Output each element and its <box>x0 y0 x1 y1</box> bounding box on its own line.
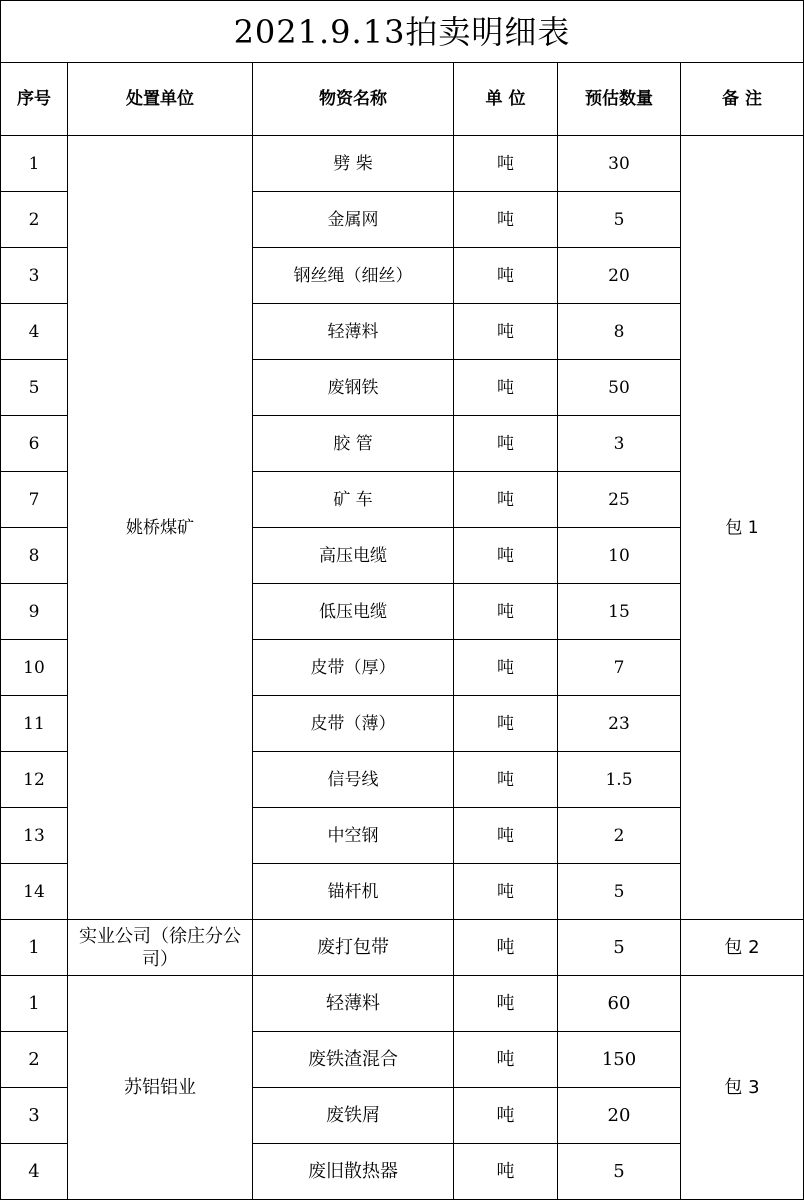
row-unit: 吨 <box>454 136 558 192</box>
row-material: 矿 车 <box>253 472 454 528</box>
row-material: 皮带（薄） <box>253 696 454 752</box>
row-unit: 吨 <box>454 640 558 696</box>
row-org: 姚桥煤矿 <box>68 136 253 920</box>
row-seq: 6 <box>1 416 68 472</box>
header-row <box>1 63 804 136</box>
row-qty: 150 <box>558 1032 681 1088</box>
row-material: 低压电缆 <box>253 584 454 640</box>
row-seq: 3 <box>1 1088 68 1144</box>
row-unit: 吨 <box>454 1088 558 1144</box>
row-unit: 吨 <box>454 920 558 976</box>
row-material: 钢丝绳（细丝） <box>253 248 454 304</box>
table-row <box>1 136 804 192</box>
row-material: 胶 管 <box>253 416 454 472</box>
title-row <box>1 1 804 63</box>
row-seq: 5 <box>1 360 68 416</box>
row-qty: 15 <box>558 584 681 640</box>
row-qty: 2 <box>558 808 681 864</box>
header-seq: 序号 <box>1 63 68 136</box>
row-qty: 30 <box>558 136 681 192</box>
row-material: 信号线 <box>253 752 454 808</box>
row-qty: 23 <box>558 696 681 752</box>
row-seq: 8 <box>1 528 68 584</box>
header-qty: 预估数量 <box>558 63 681 136</box>
row-unit: 吨 <box>454 360 558 416</box>
row-qty: 20 <box>558 1088 681 1144</box>
row-unit: 吨 <box>454 752 558 808</box>
row-material: 高压电缆 <box>253 528 454 584</box>
row-unit: 吨 <box>454 192 558 248</box>
row-material: 金属网 <box>253 192 454 248</box>
row-material: 废钢铁 <box>253 360 454 416</box>
row-seq: 1 <box>1 976 68 1032</box>
row-material: 锚杆机 <box>253 864 454 920</box>
header-unit: 单 位 <box>454 63 558 136</box>
row-unit: 吨 <box>454 864 558 920</box>
row-unit: 吨 <box>454 976 558 1032</box>
row-qty: 5 <box>558 864 681 920</box>
row-material: 废打包带 <box>253 920 454 976</box>
row-seq: 7 <box>1 472 68 528</box>
row-material: 皮带（厚） <box>253 640 454 696</box>
row-seq: 14 <box>1 864 68 920</box>
row-unit: 吨 <box>454 528 558 584</box>
page-title: 2021.9.13拍卖明细表 <box>1 1 804 63</box>
row-material: 中空钢 <box>253 808 454 864</box>
row-seq: 9 <box>1 584 68 640</box>
row-unit: 吨 <box>454 808 558 864</box>
row-material: 废铁屑 <box>253 1088 454 1144</box>
row-material: 废铁渣混合 <box>253 1032 454 1088</box>
header-material: 物资名称 <box>253 63 454 136</box>
row-seq: 11 <box>1 696 68 752</box>
row-seq: 2 <box>1 192 68 248</box>
row-qty: 50 <box>558 360 681 416</box>
header-unit-org: 处置单位 <box>68 63 253 136</box>
row-qty: 25 <box>558 472 681 528</box>
row-unit: 吨 <box>454 472 558 528</box>
row-seq: 3 <box>1 248 68 304</box>
row-seq: 12 <box>1 752 68 808</box>
row-qty: 5 <box>558 192 681 248</box>
row-unit: 吨 <box>454 1032 558 1088</box>
row-unit: 吨 <box>454 584 558 640</box>
row-qty: 3 <box>558 416 681 472</box>
row-unit: 吨 <box>454 416 558 472</box>
row-qty: 60 <box>558 976 681 1032</box>
row-material: 轻薄料 <box>253 976 454 1032</box>
row-unit: 吨 <box>454 696 558 752</box>
row-remark: 包 3 <box>681 976 804 1200</box>
row-qty: 20 <box>558 248 681 304</box>
table-row <box>1 920 804 976</box>
row-material: 劈 柴 <box>253 136 454 192</box>
row-qty: 5 <box>558 1144 681 1200</box>
row-qty: 8 <box>558 304 681 360</box>
row-unit: 吨 <box>454 248 558 304</box>
row-org: 实业公司（徐庄分公司） <box>68 920 253 976</box>
row-qty: 10 <box>558 528 681 584</box>
header-remark: 备 注 <box>681 63 804 136</box>
row-seq: 4 <box>1 304 68 360</box>
row-seq: 4 <box>1 1144 68 1200</box>
row-remark: 包 2 <box>681 920 804 976</box>
row-unit: 吨 <box>454 1144 558 1200</box>
row-org: 苏铝铝业 <box>68 976 253 1200</box>
row-seq: 2 <box>1 1032 68 1088</box>
row-remark: 包 1 <box>681 136 804 920</box>
table-row <box>1 976 804 1032</box>
row-qty: 7 <box>558 640 681 696</box>
row-seq: 1 <box>1 920 68 976</box>
row-seq: 13 <box>1 808 68 864</box>
row-qty: 1.5 <box>558 752 681 808</box>
row-unit: 吨 <box>454 304 558 360</box>
row-material: 废旧散热器 <box>253 1144 454 1200</box>
row-material: 轻薄料 <box>253 304 454 360</box>
row-qty: 5 <box>558 920 681 976</box>
row-seq: 1 <box>1 136 68 192</box>
row-seq: 10 <box>1 640 68 696</box>
